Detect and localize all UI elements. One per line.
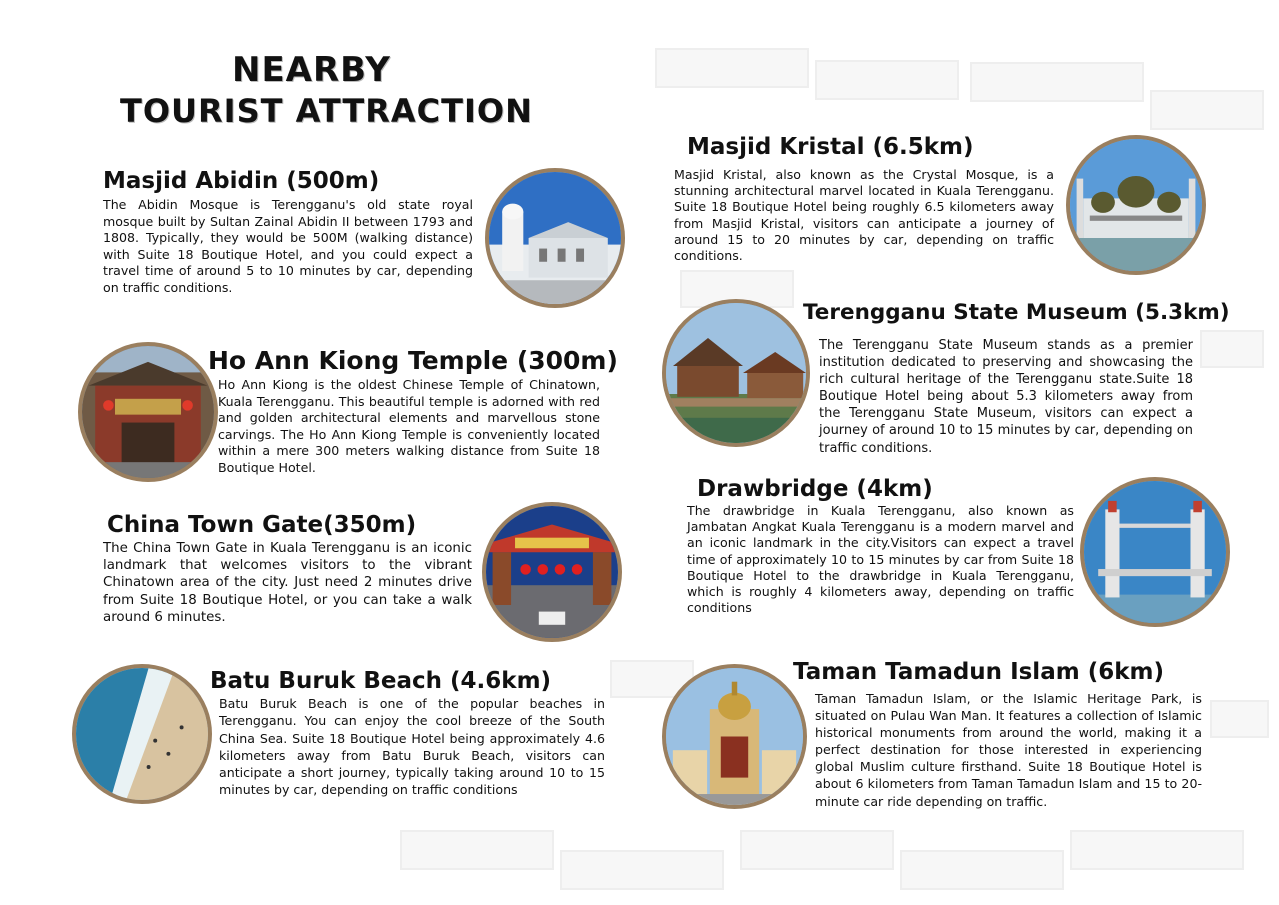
attraction-heading: Taman Tamadun Islam (6km) xyxy=(793,659,1164,685)
attraction-heading: Batu Buruk Beach (4.6km) xyxy=(210,668,552,694)
attraction-description: Ho Ann Kiong is the oldest Chinese Temple of Chinatown, Kuala Terengganu. This beautiful temple is adorned with red and golden architectural elements and marvellous stone carvings. The Ho Ann Kiong Temple is conveniently located within a mere 300 meters walking distance from Suite 18 Boutique Hotel. xyxy=(218,377,600,475)
attraction-heading: Ho Ann Kiong Temple (300m) xyxy=(208,346,618,375)
page-title-line1: NEARBY xyxy=(232,50,391,90)
attraction-description: Batu Buruk Beach is one of the popular beaches in Terengganu. You can enjoy the cool breeze of the South China Sea. Suite 18 Boutique Hotel being approximately 4.6 kilometers away from Batu Buruk Beach, visitors can anticipate a short journey, typically taking around 10 to 15 minutes by car, depending on traffic conditions xyxy=(219,696,605,798)
attraction-heading: Terengganu State Museum (5.3km) xyxy=(803,300,1230,325)
attraction-photo xyxy=(662,299,810,447)
attraction-description: The drawbridge in Kuala Terengganu, also known as Jambatan Angkat Kuala Terengganu is a modern marvel and an iconic landmark in the city.Visitors can expect a travel time of approximately 10 to 15 minutes by car from Suite 18 Boutique Hotel to the drawbridge in Kuala Terengganu, which is roughly 4 kilometers away, depending on traffic conditions xyxy=(687,503,1074,616)
attraction-photo xyxy=(1066,135,1206,275)
attraction-description: Masjid Kristal, also known as the Crystal Mosque, is a stunning architectural marvel located in Kuala Terengganu. Suite 18 Boutique Hotel being roughly 6.5 kilometers away from Masjid Kristal, visitors can anticipate a journey of around 15 to 20 minutes by car, depending on traffic conditions. xyxy=(674,167,1054,264)
page-title-line2: TOURIST ATTRACTION xyxy=(120,92,533,130)
attraction-heading: Masjid Kristal (6.5km) xyxy=(687,134,974,160)
attraction-heading: China Town Gate(350m) xyxy=(107,512,417,538)
attraction-photo xyxy=(78,342,218,482)
attraction-photo xyxy=(485,168,625,308)
attraction-description: Taman Tamadun Islam, or the Islamic Heritage Park, is situated on Pulau Wan Man. It features a collection of Islamic historical monuments from around the world, making it a perfect destination for those interested in experiencing global Muslim culture firsthand. Suite 18 Boutique Hotel is about 6 kilometers from Taman Tamadun Islam and 15 to 20-minute car ride depending on traffic. xyxy=(815,691,1202,809)
attraction-description: The China Town Gate in Kuala Terengganu is an iconic landmark that welcomes visitors to the vibrant Chinatown area of the city. Just need 2 minutes drive from Suite 18 Boutique Hotel, or you can take a walk around 6 minutes. xyxy=(103,541,472,625)
attraction-heading: Drawbridge (4km) xyxy=(697,476,933,502)
attraction-description: The Terengganu State Museum stands as a premier institution dedicated to preserving and showcasing the rich cultural heritage of the Terengganu state.Suite 18 Boutique Hotel being about 5.3 kilometers away from the Terengganu State Museum, visitors can expect a journey of around 10 to 15 minutes by car, depending on traffic conditions. xyxy=(819,338,1193,456)
attraction-photo xyxy=(662,664,807,809)
attraction-description: The Abidin Mosque is Terengganu's old state royal mosque built by Sultan Zainal Abidin II between 1793 and 1808. Typically, they would be 500M (walking distance) with Suite 18 Boutique Hotel, and you could expect a travel time of around 5 to 10 minutes by car, depending on traffic conditions. xyxy=(103,197,473,295)
attraction-photo xyxy=(482,502,622,642)
attraction-heading: Masjid Abidin (500m) xyxy=(103,168,380,194)
attraction-photo xyxy=(1080,477,1230,627)
attraction-photo xyxy=(72,664,212,804)
